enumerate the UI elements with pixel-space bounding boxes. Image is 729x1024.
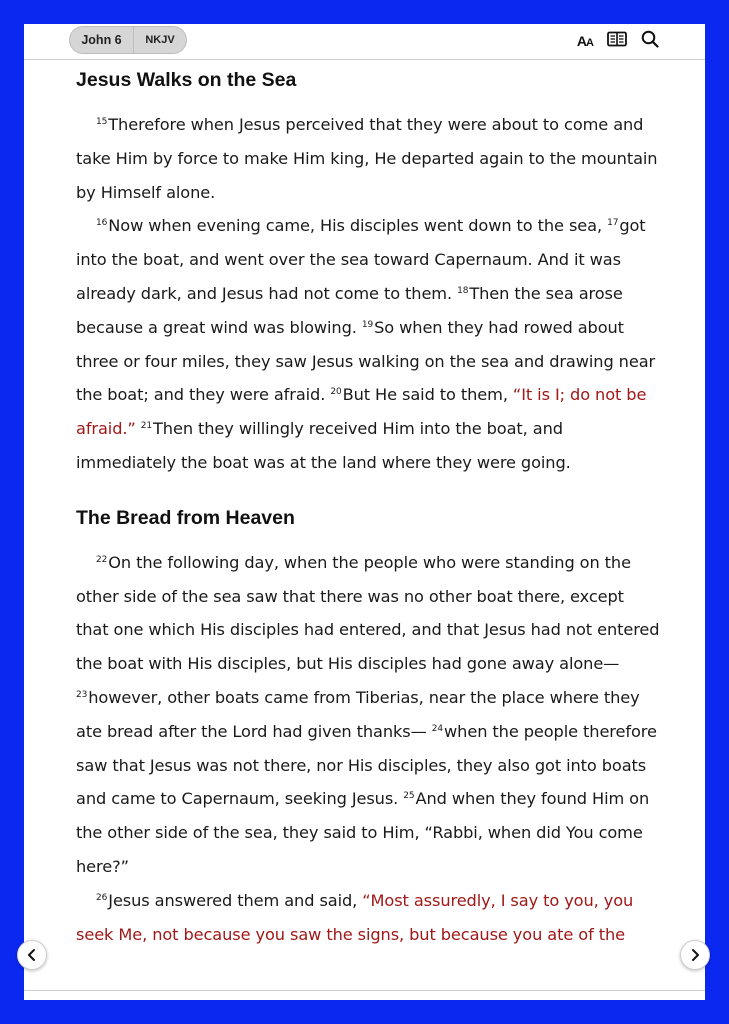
verse-text: Then they willingly received Him into the boat, and immediately the boat was at the land where they were going. (76, 419, 571, 472)
verse-text: however, other boats came from Tiberias, near the place where they ate bread after the Lord had given thanks— (76, 687, 640, 741)
font-size-icon[interactable]: AA (576, 33, 593, 49)
chevron-left-icon (26, 948, 38, 962)
verse-text: Now when evening came, His disciples went down to the sea, (108, 216, 603, 236)
search-icon[interactable] (641, 30, 659, 52)
verse-number[interactable]: 21 (140, 421, 153, 432)
verse-text: So when they had rowed about three or four miles, they saw Jesus walking on the sea and drawing near the boat; and they were afraid. (76, 317, 656, 405)
words-of-christ: “Most assuredly, I say to you, you seek Me, not because you saw the signs, but because you ate of the (76, 890, 634, 944)
next-chapter-button[interactable] (680, 940, 710, 970)
verse-text: But He said to them, (342, 385, 508, 405)
reader-toolbar (24, 24, 705, 60)
verse-number[interactable]: 19 (361, 319, 374, 330)
verse-text: On the following day, when the people who were standing on the other side of the sea saw that there was no other boat there, except that one which His disciples had entered, and that Jesus had not entered the boat with His disciples, but His disciples had gone away alone— (76, 552, 660, 674)
verse-text: when the people therefore saw that Jesus was not there, nor His disciples, they also got into boats and came to Capernaum, seeking Jesus. (76, 721, 657, 809)
verse-text: got into the boat, and went over the sea toward Capernaum. And it was already dark, and Jesus had not come to them. (76, 216, 646, 303)
verse-number[interactable]: 15 (96, 117, 108, 127)
paragraph (76, 108, 661, 209)
paragraph (76, 209, 661, 479)
section-heading: The Bread from Heaven (76, 506, 295, 529)
verse-number[interactable]: 20 (330, 387, 342, 398)
verse-text: And when they found Him on the other side of the sea, they said to Him, “Rabbi, when did You come here?” (76, 789, 650, 876)
verse-text: Therefore when Jesus perceived that they were about to come and take Him by force to make Him king, He departed again to the mountain by Himself alone. (76, 115, 658, 202)
words-of-christ: “It is I; do not be afraid.” (76, 385, 647, 439)
paragraph (76, 546, 661, 884)
verse-text: Jesus answered them and said, (108, 890, 358, 910)
verse-number[interactable]: 22 (96, 554, 108, 565)
reader-page (24, 24, 705, 1000)
verse-text: Then the sea arose because a great wind was blowing. (76, 283, 623, 337)
section-heading: Jesus Walks on the Sea (76, 69, 297, 91)
verse-number[interactable]: 17 (607, 218, 619, 229)
verse-number[interactable]: 16 (96, 218, 108, 229)
version-selector-button[interactable]: NKJV (145, 34, 175, 46)
chapter-selector-button[interactable]: John 6 (70, 27, 134, 53)
book-icon[interactable] (607, 31, 627, 51)
reference-selector (69, 26, 187, 54)
toolbar-actions (577, 30, 659, 52)
verse-number[interactable]: 25 (403, 791, 415, 802)
bottom-divider (24, 990, 705, 991)
verse-number[interactable]: 23 (76, 689, 88, 700)
verse-number[interactable]: 18 (457, 285, 469, 296)
chevron-right-icon (689, 948, 701, 962)
verse-number[interactable]: 24 (431, 723, 444, 734)
verse-number[interactable]: 26 (96, 892, 108, 903)
previous-chapter-button[interactable] (17, 940, 47, 970)
chapter-text (76, 60, 661, 951)
paragraph (76, 884, 661, 952)
